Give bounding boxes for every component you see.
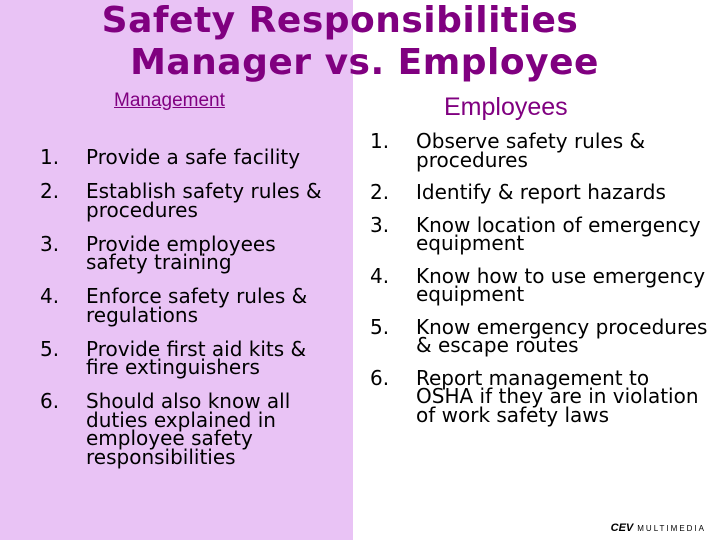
- item-number: 1.: [40, 145, 60, 169]
- title-line-2: Manager vs. Employee: [130, 42, 599, 83]
- list-item: [370, 212, 710, 255]
- cev-logo: [611, 522, 706, 534]
- item-text: Identify & report hazards: [416, 180, 666, 204]
- title-line-1: Safety Responsibilities: [101, 0, 579, 41]
- slide-title: [0, 0, 720, 84]
- item-text: Provide first aid kits & fire extinguishers: [86, 336, 307, 379]
- list-item: [370, 365, 710, 427]
- item-text: Observe safety rules & procedures: [416, 129, 646, 172]
- management-heading: Management: [114, 90, 225, 111]
- list-item: [40, 389, 340, 469]
- item-text: Report management to OSHA if they are in violation of work safety laws: [416, 365, 699, 427]
- logo-text: MULTIMEDIA: [637, 523, 706, 533]
- logo-mark: CEV: [610, 522, 634, 534]
- employees-list: [370, 129, 710, 438]
- item-number: 1.: [370, 129, 390, 153]
- list-item: [370, 314, 710, 357]
- item-number: 6.: [370, 365, 390, 390]
- item-number: 4.: [40, 284, 60, 308]
- list-item: [40, 145, 340, 169]
- item-number: 2.: [370, 180, 390, 204]
- item-text: Know how to use emergency equipment: [416, 263, 706, 306]
- item-text: Know emergency procedures & escape routes: [416, 314, 708, 357]
- list-item: [40, 231, 340, 274]
- item-text: Provide employees safety training: [86, 231, 276, 274]
- list-item: [40, 284, 340, 327]
- item-number: 4.: [370, 263, 390, 288]
- item-text: Enforce safety rules & regulations: [86, 284, 308, 327]
- item-number: 5.: [370, 314, 390, 339]
- list-item: [40, 179, 340, 222]
- item-text: Know location of emergency equipment: [416, 212, 701, 255]
- item-text: Establish safety rules & procedures: [86, 179, 322, 222]
- list-item: [370, 129, 710, 172]
- item-number: 2.: [40, 179, 60, 203]
- item-number: 6.: [40, 389, 60, 413]
- employees-heading: Employees: [444, 93, 568, 121]
- list-item: [370, 263, 710, 306]
- item-text: Provide a safe facility: [86, 145, 301, 169]
- item-text: Should also know all duties explained in employee safety responsibilities: [86, 389, 291, 469]
- item-number: 3.: [40, 231, 60, 256]
- item-number: 3.: [370, 212, 390, 237]
- management-list: [40, 145, 340, 482]
- item-number: 5.: [40, 336, 60, 361]
- list-item: [40, 336, 340, 379]
- list-item: [370, 180, 710, 204]
